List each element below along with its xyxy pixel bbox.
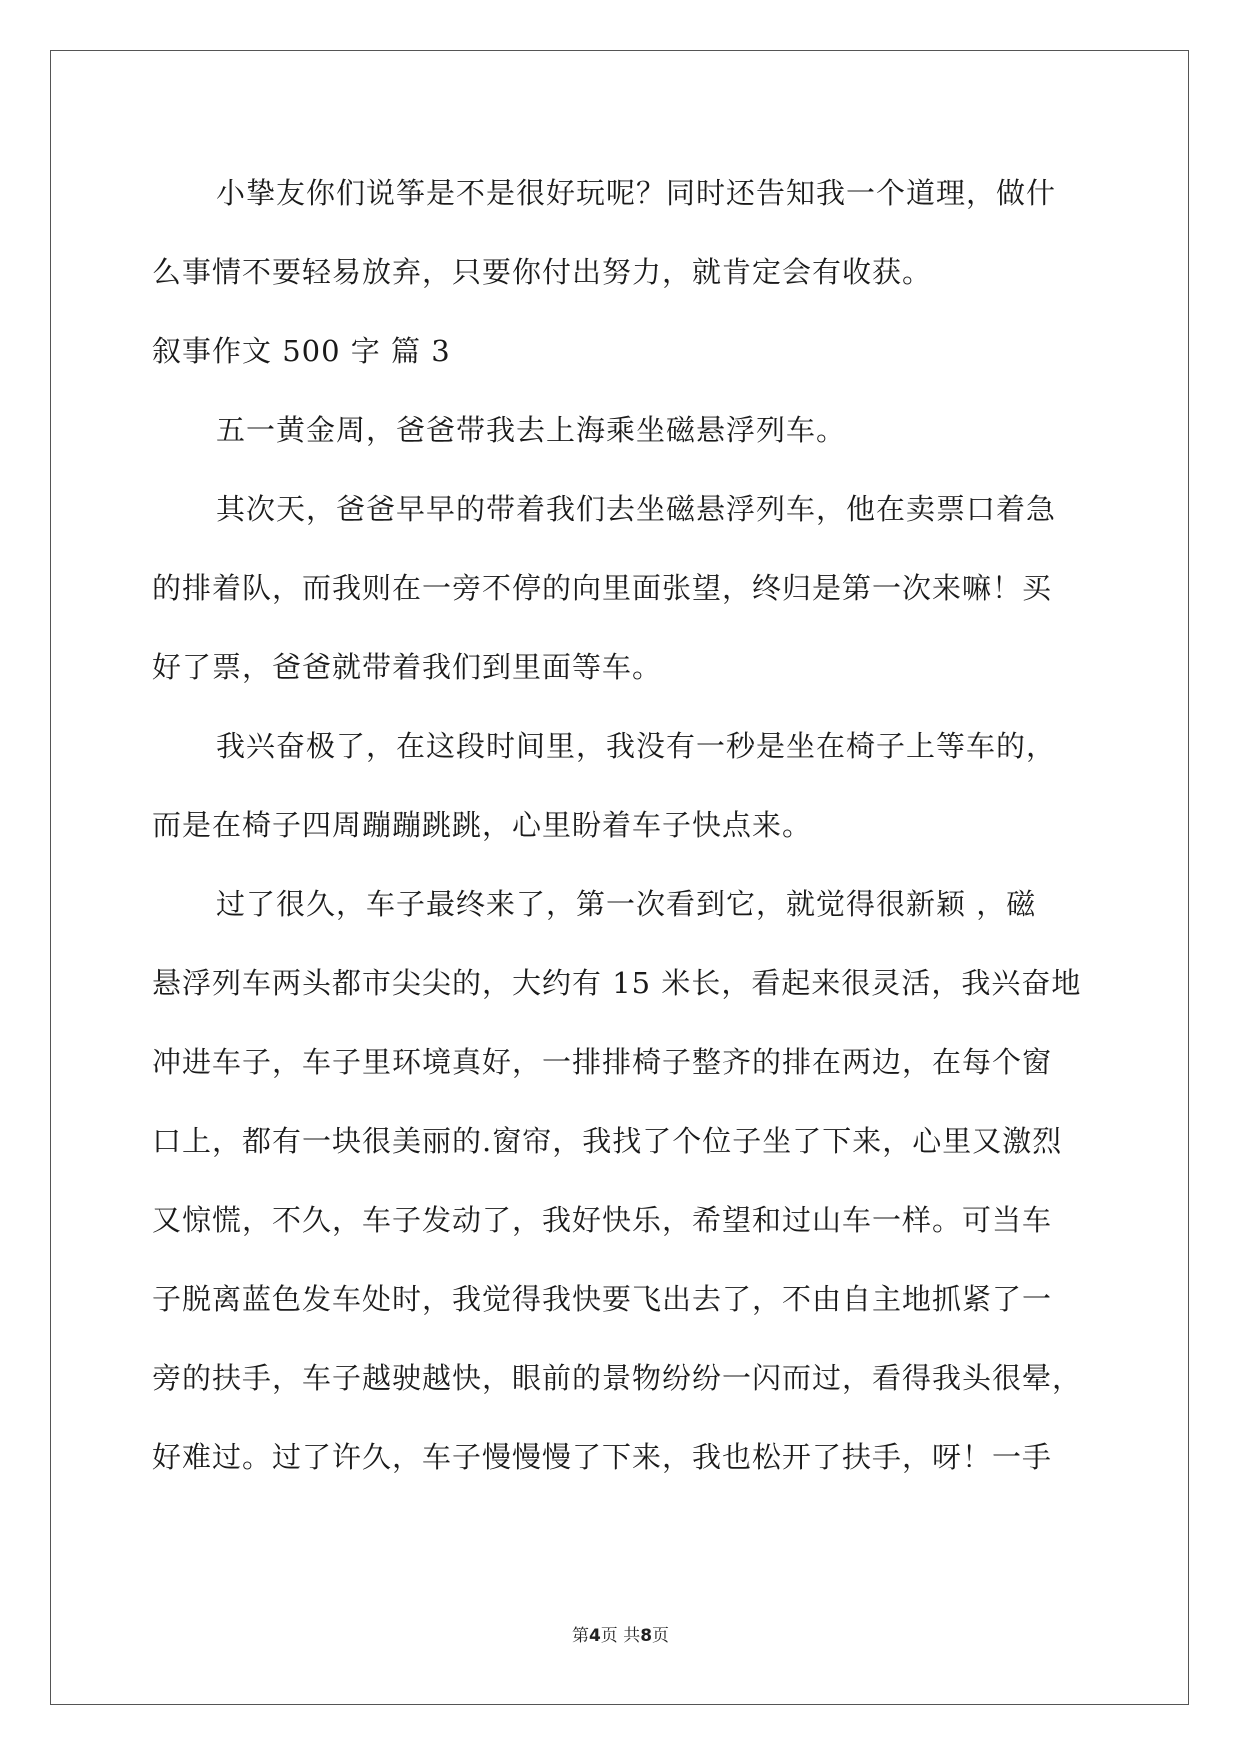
text-line: 冲进车子，车子里环境真好，一排排椅子整齐的排在两边，在每个窗 — [152, 1045, 1053, 1079]
footer-middle: 页 共 — [600, 1626, 641, 1646]
text-line: 好了票，爸爸就带着我们到里面等车。 — [152, 650, 663, 684]
text-line: 悬浮列车两头都市尖尖的，大约有 15 米长，看起来很灵活，我兴奋地 — [152, 966, 1082, 1000]
text-line: 子脱离蓝色发车处时，我觉得我快要飞出去了，不由自主地抓紧了一 — [152, 1282, 1053, 1316]
text-line: 其次天，爸爸早早的带着我们去坐磁悬浮列车，他在卖票口着急 — [216, 492, 1057, 526]
text-line: 旁的扶手，车子越驶越快，眼前的景物纷纷一闪而过，看得我头很晕， — [152, 1361, 1083, 1395]
text-line: 的排着队，而我则在一旁不停的向里面张望，终归是第一次来嘛！买 — [152, 571, 1053, 605]
text-line: 又惊慌，不久，车子发动了，我好快乐，希望和过山车一样。可当车 — [152, 1203, 1053, 1237]
text-line: 而是在椅子四周蹦蹦跳跳，心里盼着车子快点来。 — [152, 808, 813, 842]
text-line: 我兴奋极了，在这段时间里，我没有一秒是坐在椅子上等车的， — [216, 729, 1057, 763]
text-line: 好难过。过了许久，车子慢慢慢了下来，我也松开了扶手，呀！一手 — [152, 1440, 1053, 1474]
document-body — [152, 162, 1092, 1505]
current-page-number: 4 — [588, 1626, 601, 1646]
footer-prefix: 第 — [571, 1626, 589, 1646]
footer-suffix: 页 — [652, 1626, 670, 1646]
page-footer — [0, 1624, 1241, 1648]
text-line: 么事情不要轻易放弃，只要你付出努力，就肯定会有收获。 — [152, 255, 933, 289]
text-line: 小挚友你们说筝是不是很好玩呢？同时还告知我一个道理，做什 — [216, 176, 1057, 210]
total-page-number: 8 — [640, 1626, 653, 1646]
text-line: 口上，都有一块很美丽的.窗帘，我找了个位子坐了下来，心里又激烈 — [152, 1124, 1063, 1158]
text-line: 五一黄金周，爸爸带我去上海乘坐磁悬浮列车。 — [216, 413, 847, 447]
section-heading: 叙事作文 500 字 篇 3 — [152, 334, 451, 368]
text-line: 过了很久，车子最终来了，第一次看到它，就觉得很新颖 ，磁 — [216, 887, 1037, 921]
